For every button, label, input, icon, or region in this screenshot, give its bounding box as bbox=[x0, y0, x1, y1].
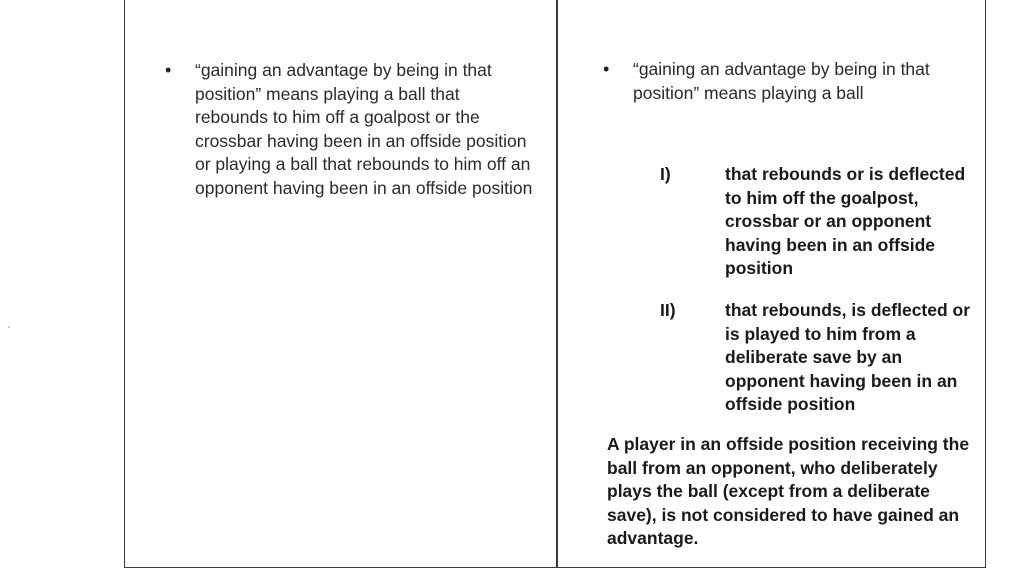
right-bullet-item bbox=[603, 58, 973, 105]
right-column bbox=[556, 0, 987, 567]
sub-item-text: that rebounds, is deflected or is played to him from a deliberate save by an opponent having been in an offside position bbox=[725, 300, 971, 414]
scan-speck bbox=[8, 326, 10, 328]
bullet-icon: • bbox=[603, 59, 610, 79]
left-bullet-text: “gaining an advantage by being in that position” means playing a ball that rebounds to him off a goalpost or the crossbar having been in an offside position or playing a ball that rebounds to him off an opponent having been in an offside position bbox=[195, 60, 533, 198]
bullet-icon: • bbox=[165, 60, 172, 80]
sub-item-2 bbox=[660, 299, 980, 417]
sub-item-text: that rebounds or is deflected to him off the goalpost, crossbar or an opponent having been in an offside position bbox=[725, 164, 966, 278]
left-bullet-item bbox=[165, 59, 535, 200]
sub-item-1 bbox=[660, 163, 980, 281]
right-bullet-text: “gaining an advantage by being in that position” means playing a ball bbox=[633, 59, 930, 103]
comparison-table bbox=[124, 0, 986, 568]
sub-item-number: I) bbox=[660, 164, 671, 184]
sub-item-number: II) bbox=[660, 300, 676, 320]
closing-paragraph: A player in an offside position receiving the ball from an opponent, who deliberately plays the ball (except from a deliberate save), is not considered to have gained an advantage. bbox=[607, 434, 970, 548]
